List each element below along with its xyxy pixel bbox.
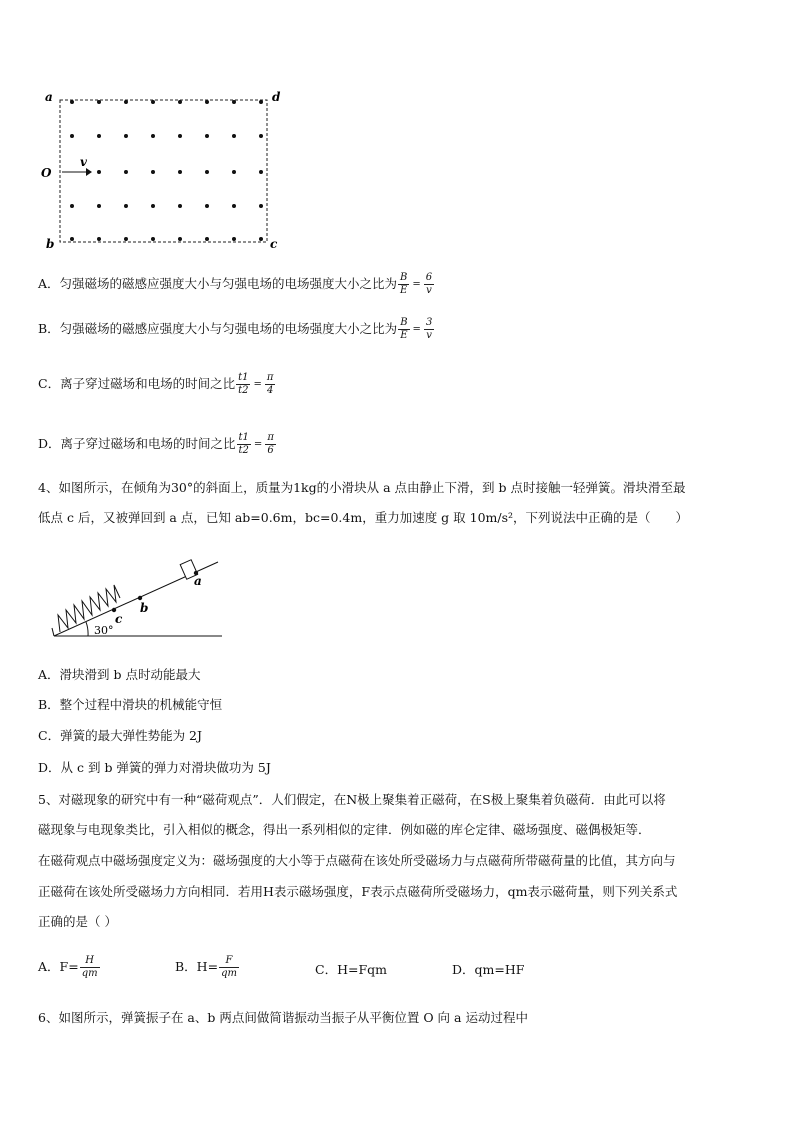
field-dot (151, 100, 155, 104)
field-dot (178, 237, 182, 241)
field-dot (97, 170, 101, 174)
field-dot (70, 204, 74, 208)
q4-option-b: B．整个过程中滑块的机械能守恒 (38, 697, 223, 712)
q3-lhs-fraction: $\frac{t1}{t2}$ (238, 432, 249, 456)
q3-option-text: A．匀强磁场的磁感应强度大小与匀强电场的电场强度大小之比为 (38, 276, 398, 291)
field-dot (97, 204, 101, 208)
field-dot (124, 170, 128, 174)
field-dot (205, 237, 209, 241)
label-d: d (272, 90, 281, 104)
field-dot (151, 170, 155, 174)
field-dot (124, 204, 128, 208)
field-dot (151, 204, 155, 208)
field-dot (97, 237, 101, 241)
field-dot (205, 134, 209, 138)
field-dot (178, 100, 182, 104)
q3-option-b: B．匀强磁场的磁感应强度大小与匀强电场的电场强度大小之比为 $\frac{B}{E}$ = $\frac{3}{v}$ (38, 317, 433, 341)
angle-arc (86, 622, 88, 636)
magnetic-field-figure (36, 86, 286, 252)
field-dot (259, 100, 263, 104)
q3-option-text: B．匀强磁场的磁感应强度大小与匀强电场的电场强度大小之比为 (38, 321, 398, 336)
q5-line2: 磁现象与电现象类比，引入相似的概念，得出一系列相似的定律．例如磁的库仑定律、磁场强度、磁偶极矩等． (38, 822, 651, 837)
field-dot (232, 204, 236, 208)
q5-option-a: A．F= $\frac{H}{qm}$ (38, 955, 98, 979)
q3-option-c: C．离子穿过磁场和电场的时间之比 $\frac{t1}{t2}$ = $\frac{\pi}{4}$ (38, 372, 274, 396)
field-dot (232, 134, 236, 138)
field-dot (124, 134, 128, 138)
field-dot (178, 204, 182, 208)
field-dot (151, 134, 155, 138)
q5-option-c: C．H=Fqm (315, 962, 387, 977)
q3-option-d: D．离子穿过磁场和电场的时间之比 $\frac{t1}{t2}$ = $\frac{\pi}{6}$ (38, 432, 274, 456)
q3-rhs-fraction: $\frac{3}{v}$ (425, 317, 433, 341)
q3-lhs-fraction: $\frac{B}{E}$ (400, 272, 408, 296)
field-dot (232, 100, 236, 104)
incline-figure (44, 540, 234, 644)
label-c: c (270, 237, 278, 251)
q5-line4: 正磁荷在该处所受磁场力方向相同．若用H表示磁场强度，F表示点磁荷所受磁场力，qm表示磁荷量，则下列关系式 (38, 884, 678, 899)
incline-label-c: c (115, 612, 123, 626)
field-dot (259, 237, 263, 241)
q4-stem-line2: 低点 c 后，又被弹回到 a 点，已知 ab=0.6m，bc=0.4m，重力加速度 g 取 10m/s²，下列说法中正确的是（ ） (38, 510, 689, 525)
field-dot (259, 170, 263, 174)
label-b: b (46, 237, 55, 251)
field-dot (124, 100, 128, 104)
q3-option-text: C．离子穿过磁场和电场的时间之比 (38, 376, 236, 391)
q3-lhs-fraction: $\frac{B}{E}$ (400, 317, 408, 341)
field-dot (259, 204, 263, 208)
field-dots (70, 100, 263, 241)
field-dot (70, 237, 74, 241)
q4-option-d: D．从 c 到 b 弹簧的弹力对滑块做功为 5J (38, 760, 271, 775)
field-dot (205, 204, 209, 208)
field-dot (178, 134, 182, 138)
field-dot (232, 170, 236, 174)
field-dot (205, 100, 209, 104)
q4-option-a: A．滑块滑到 b 点时动能最大 (38, 667, 201, 682)
q5-line3: 在磁荷观点中磁场强度定义为：磁场强度的大小等于点磁荷在该处所受磁场力与点磁荷所带磁荷量的比值，其方向与 (38, 853, 676, 868)
incline-label-a: a (194, 574, 202, 588)
q3-option-a: A．匀强磁场的磁感应强度大小与匀强电场的电场强度大小之比为 $\frac{B}{E}$ = $\frac{6}{v}$ (38, 272, 433, 296)
field-dot (70, 134, 74, 138)
q4-stem-line1: 4、如图所示，在倾角为30°的斜面上，质量为1kg的小滑块从 a 点由静止下滑，到 b 点时接触一轻弹簧。滑块滑至最 (38, 480, 686, 495)
label-a: a (45, 90, 53, 104)
point-b (138, 596, 142, 600)
q5-line1: 5、对磁现象的研究中有一种“磁荷观点”．人们假定，在N极上聚集着正磁荷，在S极上聚集着负磁荷．由此可以将 (38, 792, 666, 807)
field-dot (178, 170, 182, 174)
field-dot (97, 134, 101, 138)
q5-option-d: D．qm=HF (452, 962, 525, 977)
field-dot (124, 237, 128, 241)
q3-lhs-fraction: $\frac{t1}{t2}$ (238, 372, 249, 396)
q3-rhs-fraction: $\frac{\pi}{6}$ (267, 432, 274, 456)
q4-option-c: C．弹簧的最大弹性势能为 2J (38, 728, 203, 743)
label-v: v (80, 155, 87, 169)
q5-line5: 正确的是（ ） (38, 914, 117, 929)
q6-stem: 6、如图所示，弹簧振子在 a、b 两点间做简谐振动当振子从平衡位置 O 向 a 运动过程中 (38, 1010, 528, 1025)
field-boundary (60, 100, 267, 242)
label-O: O (41, 166, 52, 180)
q5-option-b: B．H= $\frac{F}{qm}$ (175, 955, 237, 979)
q3-option-text: D．离子穿过磁场和电场的时间之比 (38, 436, 236, 451)
field-dot (70, 100, 74, 104)
field-dot (205, 170, 209, 174)
incline-label-b: b (140, 601, 149, 615)
angle-label: 30° (94, 624, 114, 637)
q3-rhs-fraction: $\frac{6}{v}$ (425, 272, 433, 296)
field-dot (259, 134, 263, 138)
field-dot (232, 237, 236, 241)
field-dot (97, 100, 101, 104)
q3-rhs-fraction: $\frac{\pi}{4}$ (266, 372, 274, 396)
field-dot (151, 237, 155, 241)
arrow-head (86, 168, 92, 176)
